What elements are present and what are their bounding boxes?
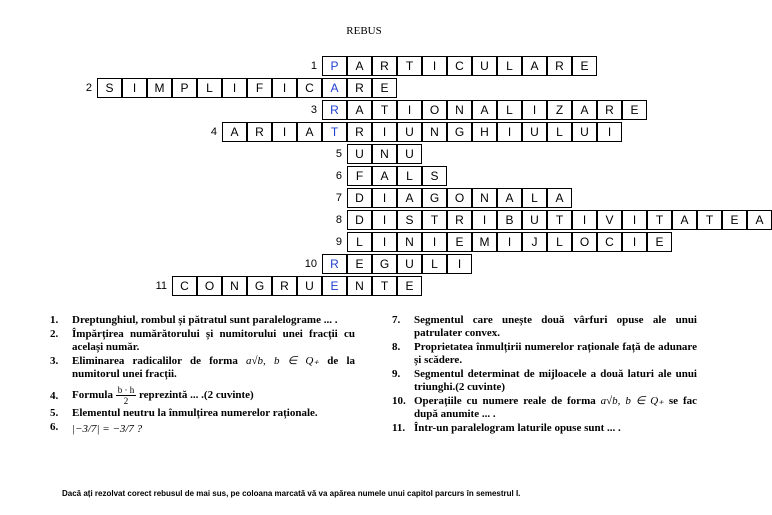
crossword-cell[interactable]: E <box>572 56 597 76</box>
crossword-cell[interactable]: I <box>372 232 397 252</box>
crossword-cell[interactable]: L <box>497 56 522 76</box>
crossword-cell[interactable]: I <box>272 78 297 98</box>
clue-1: 1. Dreptunghiul, rombul și pătratul sunt paralelograme ... . <box>50 314 338 326</box>
crossword-cell[interactable]: A <box>547 188 572 208</box>
crossword-cell[interactable]: R <box>597 100 622 120</box>
crossword-cell[interactable]: C <box>297 78 322 98</box>
crossword-cell[interactable]: I <box>372 210 397 230</box>
crossword-cell[interactable]: E <box>622 100 647 120</box>
clue-4: 4. Formula $\frac{b \cdot h}{2}$ reprezintă ... .(2 cuvinte) <box>50 385 254 406</box>
clue-8: 8. Proprietatea înmulțirii numerelor raționale față de adunare și scădere. <box>392 341 697 366</box>
crossword-cell[interactable]: A <box>497 188 522 208</box>
row-number: 4 <box>210 126 217 138</box>
crossword-cell[interactable]: N <box>447 100 472 120</box>
crossword-cell[interactable]: Z <box>547 100 572 120</box>
crossword-cell[interactable]: E <box>372 78 397 98</box>
crossword-cell[interactable]: T <box>547 210 572 230</box>
crossword-cell[interactable]: L <box>347 232 372 252</box>
crossword-cell[interactable]: F <box>247 78 272 98</box>
key-column-cell[interactable]: E <box>322 276 347 296</box>
crossword-cell[interactable]: C <box>597 232 622 252</box>
crossword-cell[interactable]: T <box>397 56 422 76</box>
crossword-cell[interactable]: I <box>597 122 622 142</box>
crossword-cell[interactable]: O <box>197 276 222 296</box>
key-column-cell[interactable]: A <box>322 78 347 98</box>
crossword-cell[interactable]: I <box>497 232 522 252</box>
crossword-cell[interactable]: I <box>372 188 397 208</box>
crossword-cell[interactable]: L <box>197 78 222 98</box>
crossword-cell[interactable]: A <box>397 188 422 208</box>
key-column-cell[interactable]: P <box>322 56 347 76</box>
crossword-cell[interactable]: I <box>472 210 497 230</box>
crossword-cell[interactable]: F <box>347 166 372 186</box>
crossword-cell[interactable]: L <box>547 122 572 142</box>
clue-11: 11. Într-un paralelogram laturile opuse sunt ... . <box>392 422 621 434</box>
row-number: 7 <box>335 192 342 204</box>
crossword-cell[interactable]: U <box>297 276 322 296</box>
crossword-cell[interactable]: T <box>647 210 672 230</box>
crossword-cell[interactable]: R <box>272 276 297 296</box>
crossword-cell[interactable]: U <box>397 122 422 142</box>
rebus-title: REBUS <box>346 25 382 37</box>
crossword-cell[interactable]: U <box>397 144 422 164</box>
crossword-cell[interactable]: I <box>497 122 522 142</box>
clue-6: 6. |−3/7| = −3/7 ? <box>50 421 143 435</box>
crossword-cell[interactable]: T <box>372 276 397 296</box>
crossword-cell[interactable]: R <box>247 122 272 142</box>
crossword-cell[interactable]: L <box>522 188 547 208</box>
crossword-cell[interactable]: U <box>522 122 547 142</box>
crossword-cell[interactable]: A <box>222 122 247 142</box>
clue-2: 2. Împărțirea numărătorului și numitorului unei fracții cu același număr. <box>50 328 355 353</box>
crossword-cell[interactable]: G <box>422 188 447 208</box>
crossword-cell[interactable]: S <box>97 78 122 98</box>
crossword-cell[interactable]: A <box>297 122 322 142</box>
crossword-cell[interactable]: L <box>547 232 572 252</box>
row-number: 6 <box>335 170 342 182</box>
crossword-cell[interactable]: I <box>622 210 647 230</box>
footer-note: Dacă ați rezolvat corect rebusul de mai sus, pe coloana marcată vă va apărea numele unui capitol parcurs în semestrul I. <box>62 489 521 498</box>
row-number: 10 <box>304 258 317 270</box>
crossword-cell[interactable]: C <box>172 276 197 296</box>
crossword-cell[interactable]: H <box>472 122 497 142</box>
row-number: 3 <box>310 104 317 116</box>
crossword-cell[interactable]: G <box>447 122 472 142</box>
crossword-cell[interactable]: U <box>572 122 597 142</box>
crossword-cell[interactable]: N <box>397 232 422 252</box>
crossword-cell[interactable]: A <box>472 100 497 120</box>
key-column-cell[interactable]: R <box>322 100 347 120</box>
crossword-cell[interactable]: T <box>422 210 447 230</box>
crossword-cell[interactable]: L <box>497 100 522 120</box>
crossword-cell[interactable]: I <box>122 78 147 98</box>
crossword-cell[interactable]: T <box>372 100 397 120</box>
crossword-cell[interactable]: I <box>397 100 422 120</box>
crossword-cell[interactable]: R <box>447 210 472 230</box>
clue-5: 5. Elementul neutru la înmulțirea numerelor raționale. <box>50 407 318 419</box>
crossword-cell[interactable]: I <box>447 254 472 274</box>
crossword-cell[interactable]: A <box>372 166 397 186</box>
crossword-cell[interactable]: E <box>397 276 422 296</box>
crossword-cell[interactable]: O <box>572 232 597 252</box>
crossword-cell[interactable]: R <box>547 56 572 76</box>
crossword-cell[interactable]: V <box>597 210 622 230</box>
crossword-cell[interactable]: I <box>422 56 447 76</box>
key-column-cell[interactable]: R <box>322 254 347 274</box>
crossword-cell[interactable]: A <box>347 100 372 120</box>
crossword-cell[interactable]: P <box>172 78 197 98</box>
crossword-cell[interactable]: M <box>147 78 172 98</box>
crossword-cell[interactable]: E <box>722 210 747 230</box>
crossword-cell[interactable]: U <box>397 254 422 274</box>
row-number: 8 <box>335 214 342 226</box>
crossword-cell[interactable]: N <box>347 276 372 296</box>
crossword-cell[interactable]: R <box>347 78 372 98</box>
crossword-cell[interactable]: U <box>472 56 497 76</box>
crossword-cell[interactable]: E <box>347 254 372 274</box>
row-number: 9 <box>335 236 342 248</box>
crossword-cell[interactable]: U <box>522 210 547 230</box>
clue-10: 10. Operațiile cu numere reale de forma a√b, b ∈ Q₊ se fac după anumite ... . <box>392 395 698 420</box>
crossword-cell[interactable]: B <box>497 210 522 230</box>
crossword-cell[interactable]: C <box>447 56 472 76</box>
crossword-cell[interactable]: M <box>472 232 497 252</box>
crossword-cell[interactable]: N <box>472 188 497 208</box>
key-column-cell[interactable]: T <box>322 122 347 142</box>
crossword-cell[interactable]: N <box>222 276 247 296</box>
crossword-cell[interactable]: D <box>347 210 372 230</box>
crossword-cell[interactable]: T <box>697 210 722 230</box>
crossword-cell[interactable]: A <box>572 100 597 120</box>
crossword-cell[interactable]: I <box>372 122 397 142</box>
crossword-cell[interactable]: D <box>347 188 372 208</box>
crossword-cell[interactable]: S <box>397 210 422 230</box>
crossword-cell[interactable]: I <box>272 122 297 142</box>
clues-left <box>50 314 355 437</box>
crossword-cell[interactable]: G <box>247 276 272 296</box>
crossword-cell[interactable]: A <box>347 56 372 76</box>
crossword-cell[interactable]: A <box>522 56 547 76</box>
crossword-cell[interactable]: G <box>372 254 397 274</box>
clue-9: 9. Segmentul determinat de mijloacele a două laturi ale unui triunghi.(2 cuvinte) <box>392 368 697 393</box>
crossword-cell[interactable]: N <box>422 122 447 142</box>
row-number: 1 <box>310 60 317 72</box>
crossword-cell[interactable]: A <box>747 210 772 230</box>
clue-7: 7. Segmentul care unește două vârfuri opuse ale unui patrulater convex. <box>392 314 697 339</box>
crossword-cell[interactable]: E <box>647 232 672 252</box>
crossword-cell[interactable]: I <box>572 210 597 230</box>
crossword-cell[interactable]: I <box>622 232 647 252</box>
crossword-cell[interactable]: U <box>347 144 372 164</box>
crossword-cell[interactable]: O <box>447 188 472 208</box>
row-number: 2 <box>85 82 92 94</box>
clue-3: 3. Eliminarea radicalilor de forma a√b, b ∈ Q₊ de la numitorul unei fracții. <box>50 355 356 380</box>
crossword-cell[interactable]: S <box>422 166 447 186</box>
crossword-cell[interactable]: I <box>222 78 247 98</box>
crossword-cell[interactable]: R <box>347 122 372 142</box>
crossword-cell[interactable]: L <box>397 166 422 186</box>
crossword-cell[interactable]: N <box>372 144 397 164</box>
crossword-cell[interactable]: I <box>422 232 447 252</box>
crossword-cell[interactable]: I <box>522 100 547 120</box>
clues-right <box>392 314 697 436</box>
crossword-cell[interactable]: O <box>422 100 447 120</box>
crossword-cell[interactable]: J <box>522 232 547 252</box>
row-number: 11 <box>155 280 167 292</box>
formula-fraction: $\frac{b \cdot h}{2}$ <box>117 385 135 406</box>
row-number: 5 <box>335 148 342 160</box>
crossword-cell[interactable]: R <box>372 56 397 76</box>
crossword-cell[interactable]: E <box>447 232 472 252</box>
crossword-cell[interactable]: A <box>672 210 697 230</box>
crossword-cell[interactable]: L <box>422 254 447 274</box>
